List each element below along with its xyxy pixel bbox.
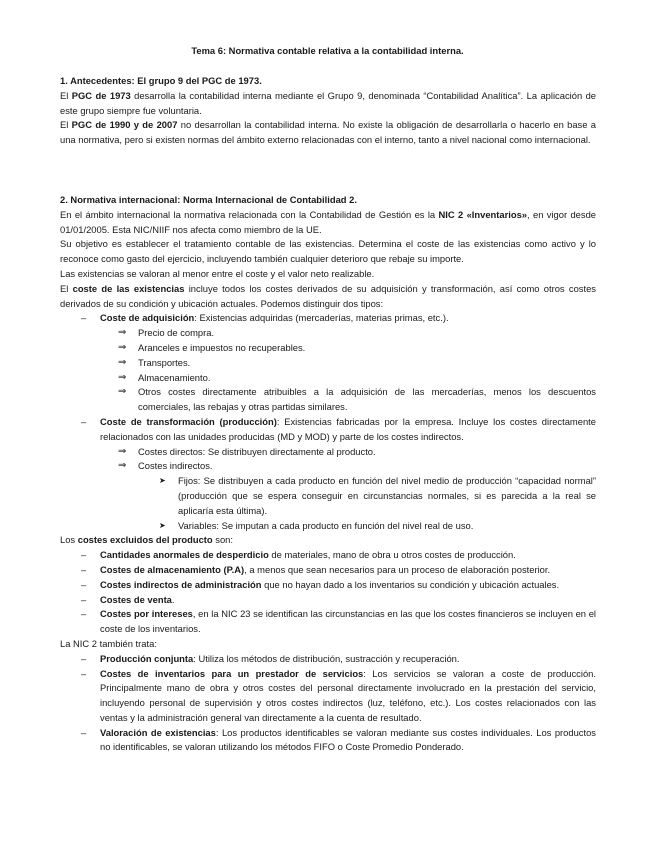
list-item: – Costes de inventarios para un prestador de servicios: Los servicios se valoran a coste de producción. Principalmente mano de obra y otros costes del personal directamente involucrado en la prestación del servicio, incluyendo personal de supervisión y otros costes indirectos (luz, teléfono, etc.). Los costes relacionados con las ventas y la administración general van directamente a la cuenta de resultado. [81, 667, 596, 723]
arrow-bullet: ⇒ [118, 371, 127, 383]
section-2-heading: 2. Normativa internacional: Norma Internacional de Contabilidad 2. [60, 194, 357, 205]
list-item: ⇒ Almacenamiento. [60, 371, 596, 386]
dash-bullet: – [81, 726, 87, 738]
dash-bullet: – [81, 415, 87, 427]
dash-bullet: – [81, 312, 87, 324]
list-item: – Cantidades anormales de desperdicio de materiales, mano de obra u otros costes de producción. [60, 548, 596, 563]
cost-types-list [60, 311, 596, 533]
paragraph: El PGC de 1990 y de 2007 no desarrollan la contabilidad interna. No existe la obligación de desarrollarla o hacerlo en base a una normativa, pero si existen normas del ámbito externo relacionadas con el interno, tanto a nivel nacional como internacional. [60, 119, 596, 146]
arrow-bullet: ⇒ [118, 341, 127, 353]
section-normativa-internacional [60, 193, 596, 755]
list-item: ⇒ Otros costes directamente atribuibles a la adquisición de las mercaderías, menos los descuentos comerciales, las rebajas y otras partidas similares. [118, 386, 596, 413]
arrow-bullet: ⇒ [118, 327, 127, 339]
dash-bullet: – [81, 563, 87, 575]
section-antecedentes [60, 74, 596, 148]
list-item: ⇒ Costes indirectos. [60, 459, 596, 474]
arrow-bullet: ⇒ [118, 460, 127, 472]
list-item: ⇒ Aranceles e impuestos no recuperables. [60, 341, 596, 356]
list-item: – Costes de almacenamiento (P.A), a menos que sean necesarios para un proceso de elaboración posterior. [60, 563, 596, 578]
pointer-bullet: ➤ [159, 520, 166, 530]
list-item: – Coste de adquisición: Existencias adquiridas (mercaderías, materias primas, etc.). [60, 311, 596, 326]
arrow-bullet: ⇒ [118, 356, 127, 368]
list-item: – Costes indirectos de administración que no hayan dado a los inventarios su condición y ubicación actuales. [60, 578, 596, 593]
paragraph: La NIC 2 también trata: [60, 637, 157, 649]
paragraph: El PGC de 1973 desarrolla la contabilidad interna mediante el Grupo 9, denominada “Contabilidad Analítica”. La aplicación de este grupo siempre fue voluntaria. [60, 89, 596, 116]
dash-bullet: – [81, 608, 87, 620]
list-item: ⇒ Transportes. [60, 356, 596, 371]
pointer-bullet: ➤ [159, 476, 166, 486]
dash-bullet: – [81, 667, 87, 679]
dash-bullet: – [81, 549, 87, 561]
paragraph: Su objetivo es establecer el tratamiento contable de las existencias. Determina el coste de las existencias como activo y lo reconoce como gasto del ejercicio, incluyendo también cualquier deterioro que rebaje su importe. [60, 238, 596, 265]
dash-bullet: – [81, 578, 87, 590]
list-item: ➤ Fijos: Se distribuyen a cada producto en función del nivel medio de producción “capacidad normal” (producción que se espera conseguir en circunstancias normales, si es parecida a la real se aplicaría esta última). [159, 475, 596, 516]
paragraph: En el ámbito internacional la normativa relacionada con la Contabilidad de Gestión es la NIC 2 «Inventarios», en vigor desde 01/01/2005. Esta NIC/NIIF nos afecta como miembro de la UE. [60, 208, 597, 235]
arrow-bullet: ⇒ [118, 445, 127, 457]
list-item: – Valoración de existencias: Los productos identificables se valoran mediante sus costes individuales. Los productos no identificables, se valoran utilizando los métodos FIFO o Coste Promedio Ponderado. [81, 726, 596, 753]
list-item: ⇒ Costes directos: Se distribuyen directamente al producto. [60, 445, 596, 460]
list-item: – Producción conjunta: Utiliza los métodos de distribución, sustracción y recuperación. [60, 652, 596, 667]
paragraph: Los costes excluidos del producto son: [60, 534, 233, 546]
document-title: Tema 6: Normativa contable relativa a la contabilidad interna. [191, 45, 464, 56]
list-item: – Costes de venta. [60, 593, 596, 608]
paragraph: El coste de las existencias incluye todos los costes derivados de su adquisición y transformación, así como otros costes derivados de su condición y ubicación actuales. Podemos distinguir dos tipos: [60, 282, 596, 309]
list-item: ➤ Variables: Se imputan a cada producto en función del nivel real de uso. [60, 519, 596, 534]
also-treats-list [60, 652, 596, 756]
excluded-costs-list [60, 548, 596, 637]
list-item: – Coste de transformación (producción): Existencias fabricadas por la empresa. Incluye los costes directamente relacionados con las unidades producidas (MD y MOD) y parte de los costes indirectos. [81, 415, 596, 442]
list-item: – Costes por intereses, en la NIC 23 se identifican las circunstancias en las que los costes financieros se incluyen en el coste de los inventarios. [81, 608, 596, 635]
dash-bullet: – [81, 652, 87, 664]
list-item: ⇒ Precio de compra. [60, 326, 596, 341]
arrow-bullet: ⇒ [118, 386, 127, 398]
section-1-heading: 1. Antecedentes: El grupo 9 del PGC de 1973. [60, 75, 262, 86]
paragraph: Las existencias se valoran al menor entre el coste y el valor neto realizable. [60, 267, 375, 279]
dash-bullet: – [81, 593, 87, 605]
